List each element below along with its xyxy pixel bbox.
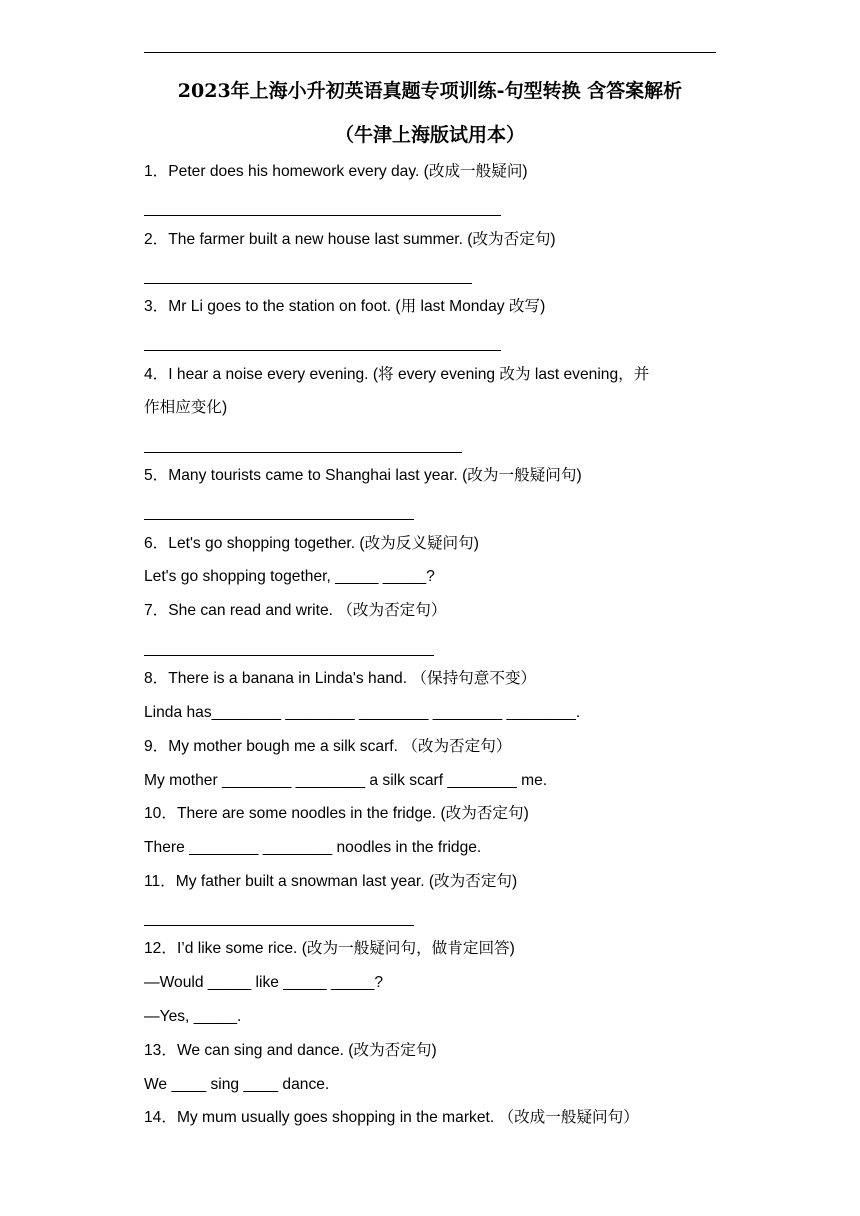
- answer-line-9[interactable]: My mother ________ ________ a silk scarf ________ me.: [144, 772, 548, 789]
- answer-line-12a[interactable]: —Would _____ like _____ _____?: [144, 974, 383, 991]
- question-12: 12．I’d like some rice. (改为一般疑问句，做肯定回答): [144, 940, 515, 957]
- answer-blank-3[interactable]: [144, 350, 501, 351]
- question-9: 9．My mother bough me a silk scarf. （改为否定句）: [144, 738, 512, 755]
- answer-blank-11[interactable]: [144, 925, 414, 926]
- answer-line-6[interactable]: Let's go shopping together, _____ _____?: [144, 568, 435, 585]
- answer-blank-4[interactable]: [144, 452, 462, 453]
- question-1: 1．Peter does his homework every day. (改成一般疑问): [144, 163, 528, 180]
- question-10: 10．There are some noodles in the fridge. (改为否定句): [144, 805, 529, 822]
- answer-blank-2[interactable]: [144, 283, 472, 284]
- question-4-continued: 作相应变化): [144, 399, 228, 416]
- document-subtitle: （牛津上海版试用本）: [334, 124, 525, 146]
- question-13: 13．We can sing and dance. (改为否定句): [144, 1042, 437, 1059]
- question-4: 4．I hear a noise every evening. (将 every evening 改为 last evening，并: [144, 366, 650, 383]
- answer-line-10[interactable]: There ________ ________ noodles in the fridge.: [144, 839, 482, 856]
- question-8: 8．There is a banana in Linda's hand. （保持句意不变）: [144, 670, 537, 687]
- answer-blank-7[interactable]: [144, 655, 434, 656]
- question-3: 3．Mr Li goes to the station on foot. (用 last Monday 改写): [144, 298, 546, 315]
- question-11: 11．My father built a snowman last year. (改为否定句): [144, 873, 518, 890]
- question-7: 7．She can read and write. （改为否定句）: [144, 602, 447, 619]
- document-title: 2023年上海小升初英语真题专项训练-句型转换 含答案解析: [177, 80, 683, 102]
- question-6: 6．Let's go shopping together. (改为反义疑问句): [144, 535, 479, 552]
- answer-blank-1[interactable]: [144, 215, 501, 216]
- answer-line-8[interactable]: Linda has________ ________ ________ ________ ________.: [144, 704, 581, 721]
- answer-blank-5[interactable]: [144, 519, 414, 520]
- header-rule: [144, 52, 716, 53]
- question-5: 5．Many tourists came to Shanghai last year. (改为一般疑问句): [144, 467, 582, 484]
- question-14: 14．My mum usually goes shopping in the market. （改成一般疑问句）: [144, 1109, 639, 1126]
- answer-line-13[interactable]: We ____ sing ____ dance.: [144, 1076, 330, 1093]
- question-2: 2．The farmer built a new house last summer. (改为否定句): [144, 231, 556, 248]
- answer-line-12b[interactable]: —Yes, _____.: [144, 1008, 242, 1025]
